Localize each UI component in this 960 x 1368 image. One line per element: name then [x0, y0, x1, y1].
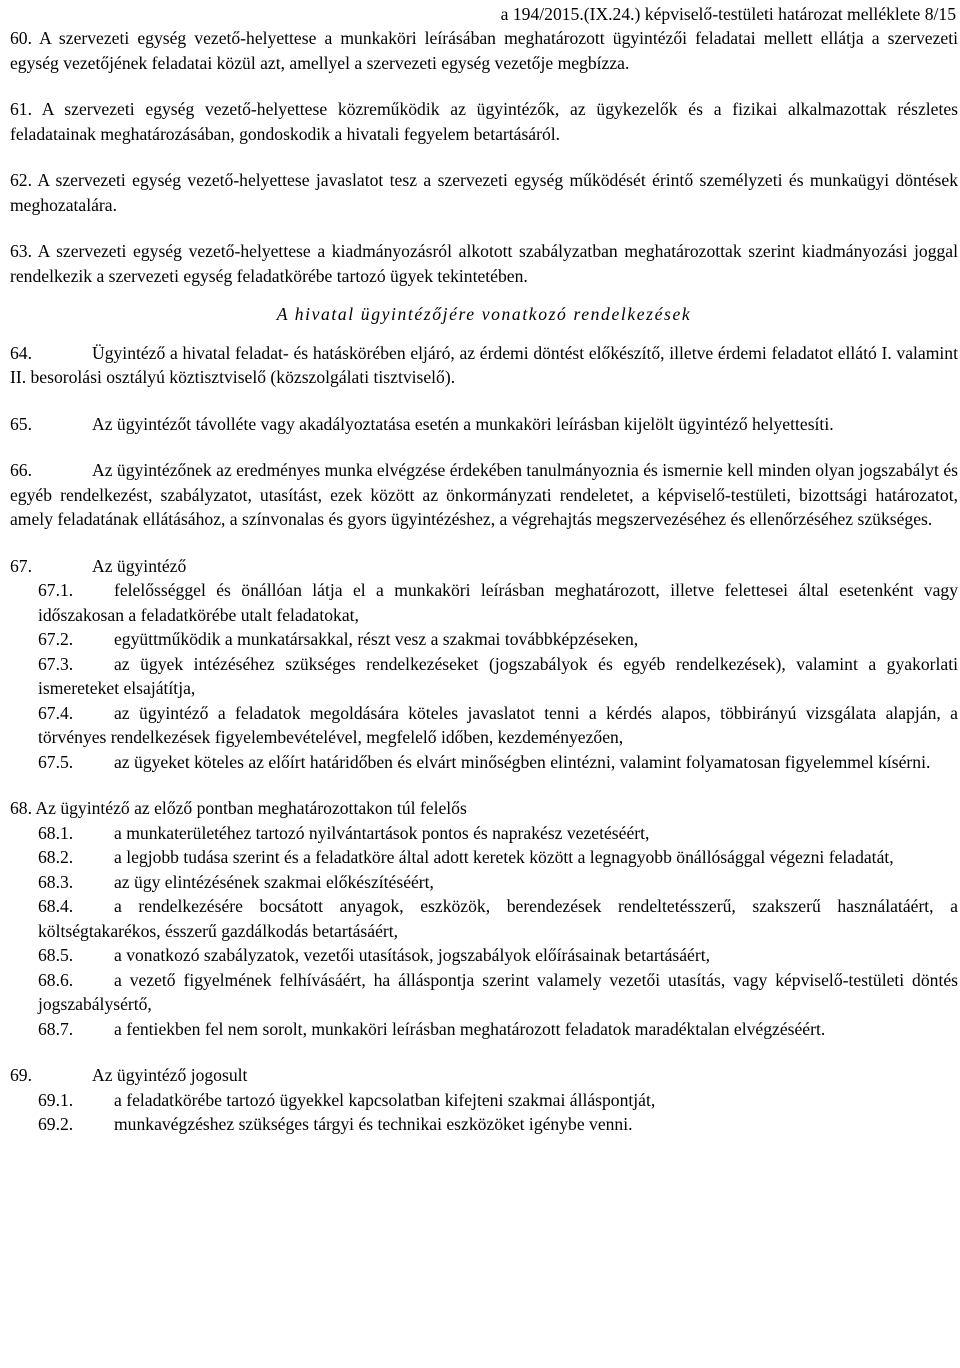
- list-item-text: a legjobb tudása szerint és a feladatköre által adott keretek között a legnagyobb önállósággal végezni feladatát,: [114, 847, 894, 867]
- list-item: [10, 701, 958, 750]
- list-item-text: a rendelkezésére bocsátott anyagok, eszközök, berendezések rendeltetésszerű, szakszerű használatáért, a költségtakarékos, ésszerű gazdálkodás betartásáért,: [38, 896, 958, 941]
- list-item: [10, 870, 958, 895]
- list-item-number: 67.2.: [38, 629, 74, 649]
- list-item: [10, 968, 958, 1017]
- paragraph-text: Az ügyintéző: [92, 555, 187, 576]
- list-item-number: 67.1.: [38, 580, 74, 600]
- paragraph-text: Ügyintéző a hivatal feladat- és hatáskörében eljáró, az érdemi döntést előkészítő, illetve érdemi feladatot ellátó I. valamint II. besorolási osztályú köztisztviselő (közszolgálati tisztviselő).: [10, 342, 958, 387]
- list-item-text: az ügyintéző a feladatok megoldására köteles javaslatot tenni a kérdés alapos, többirányú vizsgálata alapján, a törvényes rendelkezések figyelembevételével, megfelelő időben, kezdeményezően,: [38, 702, 958, 747]
- list-item: [10, 652, 958, 701]
- paragraph-69: [10, 1063, 958, 1088]
- list-item: [10, 845, 958, 870]
- list-item-number: 68.3.: [38, 871, 74, 892]
- list-item-number: 67.4.: [38, 702, 74, 723]
- list-item: [10, 894, 958, 943]
- paragraph-text: Az ügyintéző jogosult: [92, 1065, 248, 1085]
- paragraph-number: 65.: [10, 413, 32, 434]
- paragraph-number: 66.: [10, 460, 32, 480]
- list-item-number: 68.1.: [38, 822, 74, 843]
- paragraph-number: 64.: [10, 342, 32, 363]
- paragraph-64: [10, 341, 958, 390]
- list-item-number: 68.6.: [38, 969, 74, 990]
- paragraph-65: [10, 412, 958, 437]
- list-item-text: munkavégzéshez szükséges tárgyi és technikai eszközöket igénybe venni.: [114, 1114, 633, 1134]
- list-item-text: együttműködik a munkatársakkal, részt vesz a szakmai továbbképzéseken,: [114, 629, 639, 649]
- list-item: [10, 627, 958, 652]
- list-item: [10, 578, 958, 627]
- paragraph-62: 62. A szervezeti egység vezető-helyettese javaslatot tesz a szervezeti egység működését érintő személyzeti és munkaügyi döntések meghozatalára.: [10, 170, 958, 215]
- list-item-number: 68.4.: [38, 896, 74, 916]
- paragraph-67: [10, 554, 958, 579]
- list-item-text: a munkaterületéhez tartozó nyilvántartások pontos és naprakész vezetéséért,: [114, 822, 650, 843]
- paragraph-number: 67.: [10, 555, 32, 576]
- list-68: [10, 821, 958, 1042]
- paragraph-66: [10, 458, 958, 532]
- page-header: a 194/2015.(IX.24.) képviselő-testületi határozat melléklete 8/15: [500, 4, 956, 24]
- list-69: [10, 1088, 958, 1137]
- paragraph-68: 68. Az ügyintéző az előző pontban meghatározottakon túl felelős: [10, 798, 467, 818]
- list-item: [10, 1112, 958, 1137]
- list-item: [10, 1017, 958, 1042]
- list-item-text: a vonatkozó szabályzatok, vezetői utasítások, jogszabályok előírásainak betartásáért,: [114, 945, 710, 965]
- list-item: [10, 1088, 958, 1113]
- list-item-text: az ügy elintézésének szakmai előkészítéséért,: [114, 871, 434, 892]
- list-item-number: 69.2.: [38, 1114, 74, 1134]
- paragraph-text: Az ügyintézőnek az eredményes munka elvégzése érdekében tanulmányoznia és ismernie kell minden olyan jogszabályt és egyéb rendelkezést, szabályzatot, utasítást, ezek között az önkormányzati rendeletet, a képviselő-testületi, bizottsági határozatot, amely feladatának ellátásához, a színvonalas és gyors ügyintézéshez, a végrehajtás megszervezéséhez és ellenőrzéséhez szükséges.: [10, 460, 958, 529]
- list-item-text: az ügyeket köteles az előírt határidőben és elvárt minőségben elintézni, valamint folyamatosan figyelemmel kísérni.: [114, 751, 931, 772]
- paragraph-number: 69.: [10, 1065, 32, 1085]
- document-page: [10, 0, 958, 1137]
- paragraph-text: Az ügyintézőt távolléte vagy akadályoztatása esetén a munkaköri leírásban kijelölt ügyintéző helyettesíti.: [92, 413, 834, 434]
- paragraph-63: 63. A szervezeti egység vezető-helyettese a kiadmányozásról alkotott szabályzatban meghatározottak szerint kiadmányozási joggal rendelkezik a szervezeti egység feladatkörébe tartozó ügyek tekintetében.: [10, 241, 958, 286]
- list-item-text: a vezető figyelmének felhívásáért, ha álláspontja szerint valamely vezetői utasítás, vagy képviselő-testületi döntés jogszabálysértő,: [38, 969, 958, 1014]
- list-item-number: 67.3.: [38, 653, 74, 674]
- list-item-text: a feladatkörébe tartozó ügyekkel kapcsolatban kifejteni szakmai álláspontját,: [114, 1089, 656, 1110]
- list-item: [10, 821, 958, 846]
- list-67: [10, 578, 958, 774]
- list-item-number: 68.2.: [38, 847, 74, 867]
- list-item: [10, 750, 958, 775]
- list-item-number: 68.5.: [38, 945, 74, 965]
- section-title: A hivatal ügyintézőjére vonatkozó rendelkezések: [276, 304, 692, 324]
- list-item-text: az ügyek intézéséhez szükséges rendelkezéseket (jogszabályok és egyéb rendelkezések), valamint a gyakorlati ismereteket elsajátítja,: [38, 653, 958, 698]
- list-item-number: 68.7.: [38, 1018, 74, 1039]
- list-item-text: felelősséggel és önállóan látja el a munkaköri leírásban meghatározott, illetve felettesei által esetenként vagy időszakosan a feladatkörébe utalt feladatokat,: [38, 580, 958, 625]
- paragraph-61: 61. A szervezeti egység vezető-helyettese közreműködik az ügyintézők, az ügykezelők és a fizikai alkalmazottak részletes feladatainak meghatározásában, gondoskodik a hivatali fegyelem betartásáról.: [10, 99, 958, 144]
- list-item-number: 69.1.: [38, 1089, 74, 1110]
- list-item: [10, 943, 958, 968]
- paragraph-60: 60. A szervezeti egység vezető-helyettese a munkaköri leírásában meghatározott ügyintézői feladatai mellett ellátja a szervezeti egység vezetőjének feladatai közül azt, amellyel a szervezeti egység vezetője megbízza.: [10, 28, 958, 73]
- list-item-number: 67.5.: [38, 751, 74, 772]
- list-item-text: a fentiekben fel nem sorolt, munkaköri leírásban meghatározott feladatok maradéktalan elvégzéséért.: [114, 1018, 826, 1039]
